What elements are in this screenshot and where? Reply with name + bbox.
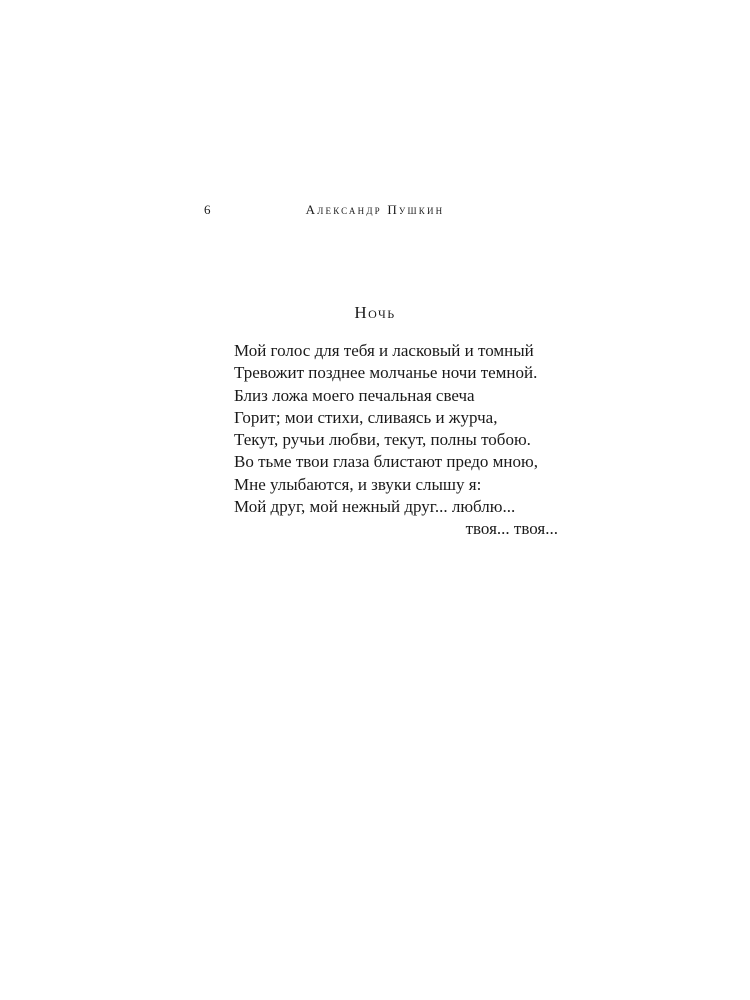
poem-line: Мой друг, мой нежный друг... люблю... bbox=[234, 497, 516, 517]
poem-line: Мне улыбаются, и звуки слышу я: bbox=[234, 474, 482, 494]
poem-body bbox=[234, 340, 564, 541]
poem-line-indented: твоя... твоя... bbox=[465, 519, 558, 539]
page-number: 6 bbox=[204, 202, 211, 217]
poem-line: Текут, ручьи любви, текут, полны тобою. bbox=[234, 430, 531, 450]
poem-line: Мой голос для тебя и ласковый и томный bbox=[234, 341, 534, 360]
poem-line: Близ ложа моего печальная свеча bbox=[234, 385, 475, 405]
poem-line: Во тьме твои глаза блистают предо мною, bbox=[234, 452, 538, 472]
poem-line: Тревожит позднее молчанье ночи темной. bbox=[234, 363, 538, 383]
poem-title: Ночь bbox=[354, 303, 396, 322]
running-header-author: Александр Пушкин bbox=[305, 202, 445, 217]
poem-line: Горит; мои стихи, сливаясь и журча, bbox=[234, 407, 498, 427]
